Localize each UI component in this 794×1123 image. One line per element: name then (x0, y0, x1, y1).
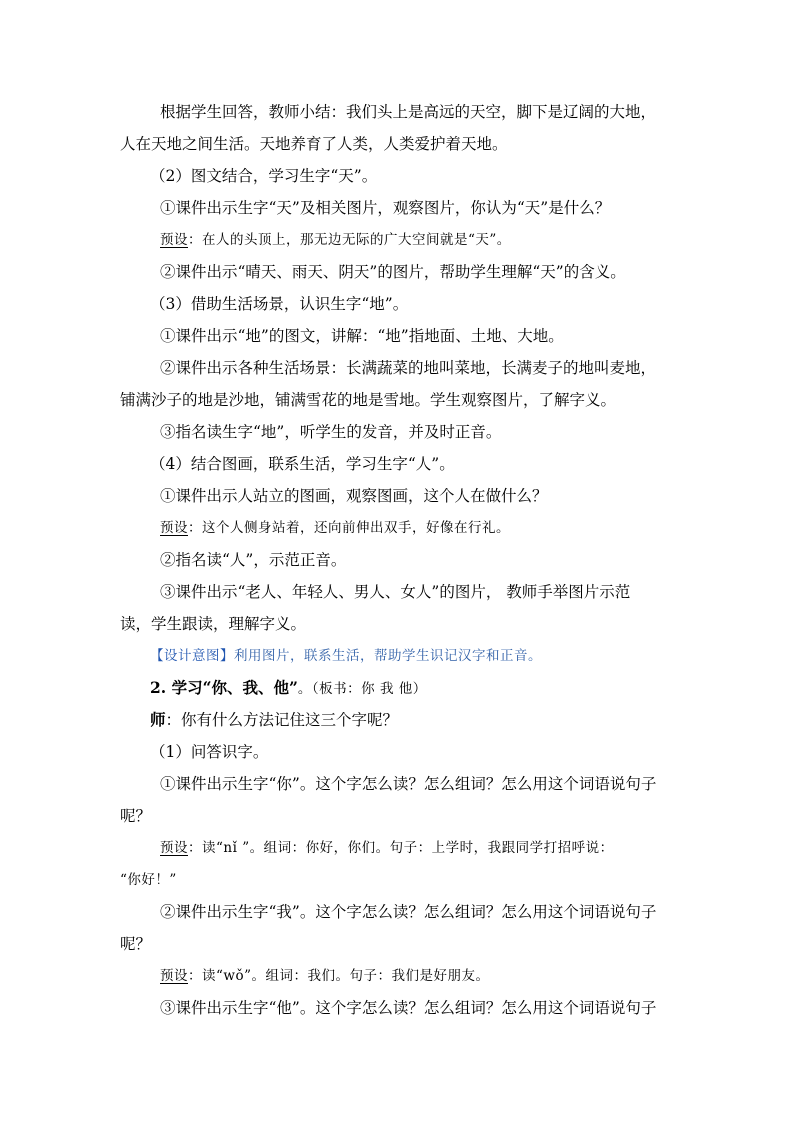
design-intent-text: 利用图片，联系生活，帮助学生识记汉字和正音。 (234, 648, 542, 664)
preset-text: ：在人的头顶上，那无边无际的广大空间就是“天”。 (188, 232, 511, 248)
board-note: 。（板书：你 我 他） (297, 681, 427, 697)
preset-label: 预设 (160, 968, 188, 984)
step-item-continued: 铺满沙子的地是沙地，铺满雪花的地是雪地。学生观察图片，了解字义。 (120, 391, 617, 409)
preset-answer (160, 518, 510, 538)
design-intent-label: 【设计意图】 (150, 648, 234, 664)
section-heading-di: （3）借助生活场景，认识生字“地”。 (150, 295, 409, 313)
preset-label: 预设 (160, 520, 188, 536)
preset-text: ：读“nǐ ”。组词：你好，你们。句子：上学时，我跟同学打招呼说： (188, 840, 614, 856)
section-heading-ren: （4）结合图画，联系生活，学习生字“人”。 (150, 455, 455, 473)
section-heading-ni-wo-ta (150, 678, 427, 699)
teacher-text: ：你有什么方法记住这三个字呢？ (165, 711, 399, 729)
design-intent (150, 646, 542, 666)
preset-answer (160, 838, 614, 858)
step-item: ②指名读“人”，示范正音。 (160, 551, 347, 569)
step-item: ①课件出示人站立的图画，观察图画，这个人在做什么？ (160, 487, 548, 505)
step-item: ③指名读生字“地”，听学生的发音，并及时正音。 (160, 423, 502, 441)
step-item: ②课件出示“晴天、雨天、阴天”的图片，帮助学生理解“天”的含义。 (160, 263, 626, 281)
step-item-continued: 呢？ (120, 807, 152, 825)
section-heading-label: 2. 学习“你、我、他” (150, 678, 298, 697)
teacher-question (150, 710, 398, 730)
step-item: ②课件出示生字“我”。这个字怎么读？怎么组词？怎么用这个词语说句子 (160, 903, 657, 921)
step-item: ①课件出示“地”的图文，讲解：“地”指地面、土地、大地。 (160, 327, 564, 345)
step-item-continued: 读，学生跟读，理解字义。 (120, 615, 307, 633)
section-heading-tian: （2）图文结合，学习生字“天”。 (150, 167, 378, 185)
preset-answer (160, 966, 490, 986)
preset-label: 预设 (160, 840, 188, 856)
step-item: ①课件出示生字“你”。这个字怎么读？怎么组词？怎么用这个词语说句子 (160, 775, 657, 793)
summary-paragraph-line-1: 根据学生回答，教师小结：我们头上是高远的天空，脚下是辽阔的大地， (160, 103, 657, 121)
preset-text: ：读“wǒ”。组词：我们。句子：我们是好朋友。 (188, 968, 490, 984)
preset-label: 预设 (160, 232, 188, 248)
step-item: ③课件出示生字“他”。这个字怎么读？怎么组词？怎么用这个词语说句子 (160, 999, 657, 1017)
preset-text: ：这个人侧身站着，还向前伸出双手，好像在行礼。 (188, 520, 510, 536)
step-item: ①课件出示生字“天”及相关图片，观察图片，你认为“天”是什么？ (160, 199, 611, 217)
preset-answer-continued: “你好！” (120, 872, 177, 888)
teacher-label: 师 (150, 710, 166, 729)
subsection-heading: （1）问答识字。 (150, 743, 269, 761)
step-item: ②课件出示各种生活场景：长满蔬菜的地叫菜地，长满麦子的地叫麦地， (160, 359, 657, 377)
step-item-continued: 呢？ (120, 935, 152, 953)
step-item: ③课件出示“老人、年轻人、男人、女人”的图片， 教师手举图片示范 (160, 583, 631, 601)
preset-answer (160, 230, 511, 250)
summary-paragraph-line-2: 人在天地之间生活。天地养育了人类，人类爱护着天地。 (120, 135, 508, 153)
